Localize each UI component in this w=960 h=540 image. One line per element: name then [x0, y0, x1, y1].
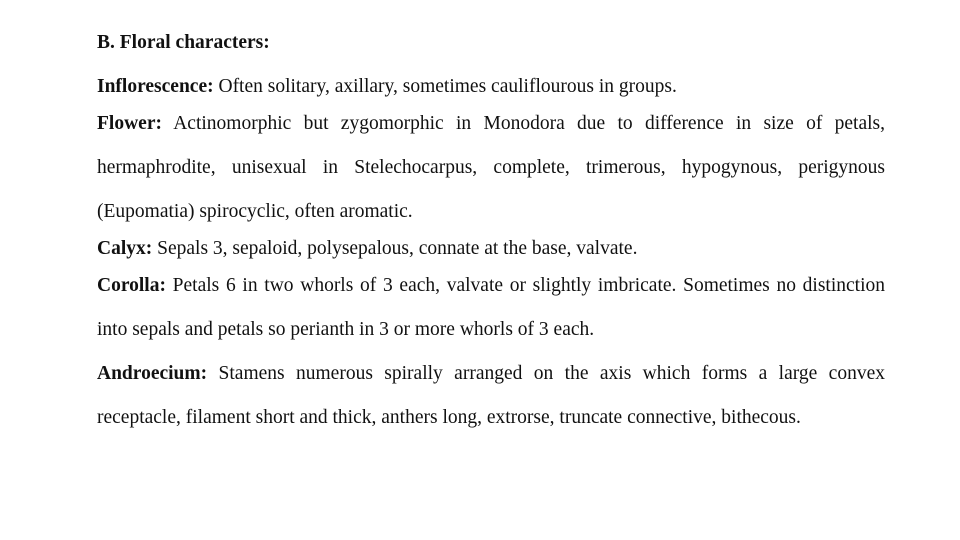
corolla-label: Corolla:: [97, 275, 166, 296]
androecium-paragraph: [97, 352, 885, 440]
flower-label: Flower:: [97, 113, 162, 134]
document-body: [97, 28, 885, 440]
corolla-text: Petals 6 in two whorls of 3 each, valvate or slightly imbricate. Sometimes no distinction into sepals and petals so perianth in 3 or more whorls of 3 each.: [97, 275, 885, 340]
inflorescence-paragraph: [97, 72, 885, 102]
inflorescence-label: Inflorescence:: [97, 76, 214, 97]
androecium-label: Androecium:: [97, 363, 208, 384]
inflorescence-text: Often solitary, axillary, sometimes cauliflourous in groups.: [213, 76, 677, 97]
corolla-paragraph: [97, 264, 885, 352]
calyx-paragraph: [97, 234, 885, 264]
flower-text: Actinomorphic but zygomorphic in Monodora due to difference in size of petals, hermaphrodite, unisexual in Stelechocarpus, complete, trimerous, hypogynous, perigynous (Eupomatia) spirocyclic, often aromatic.: [97, 113, 885, 222]
calyx-text: Sepals 3, sepaloid, polysepalous, connate at the base, valvate.: [152, 238, 638, 259]
section-heading: B. Floral characters:: [97, 32, 270, 53]
flower-paragraph: [97, 102, 885, 234]
androecium-text: Stamens numerous spirally arranged on the axis which forms a large convex receptacle, filament short and thick, anthers long, extrorse, truncate connective, bithecous.: [97, 363, 885, 428]
calyx-label: Calyx:: [97, 238, 153, 259]
